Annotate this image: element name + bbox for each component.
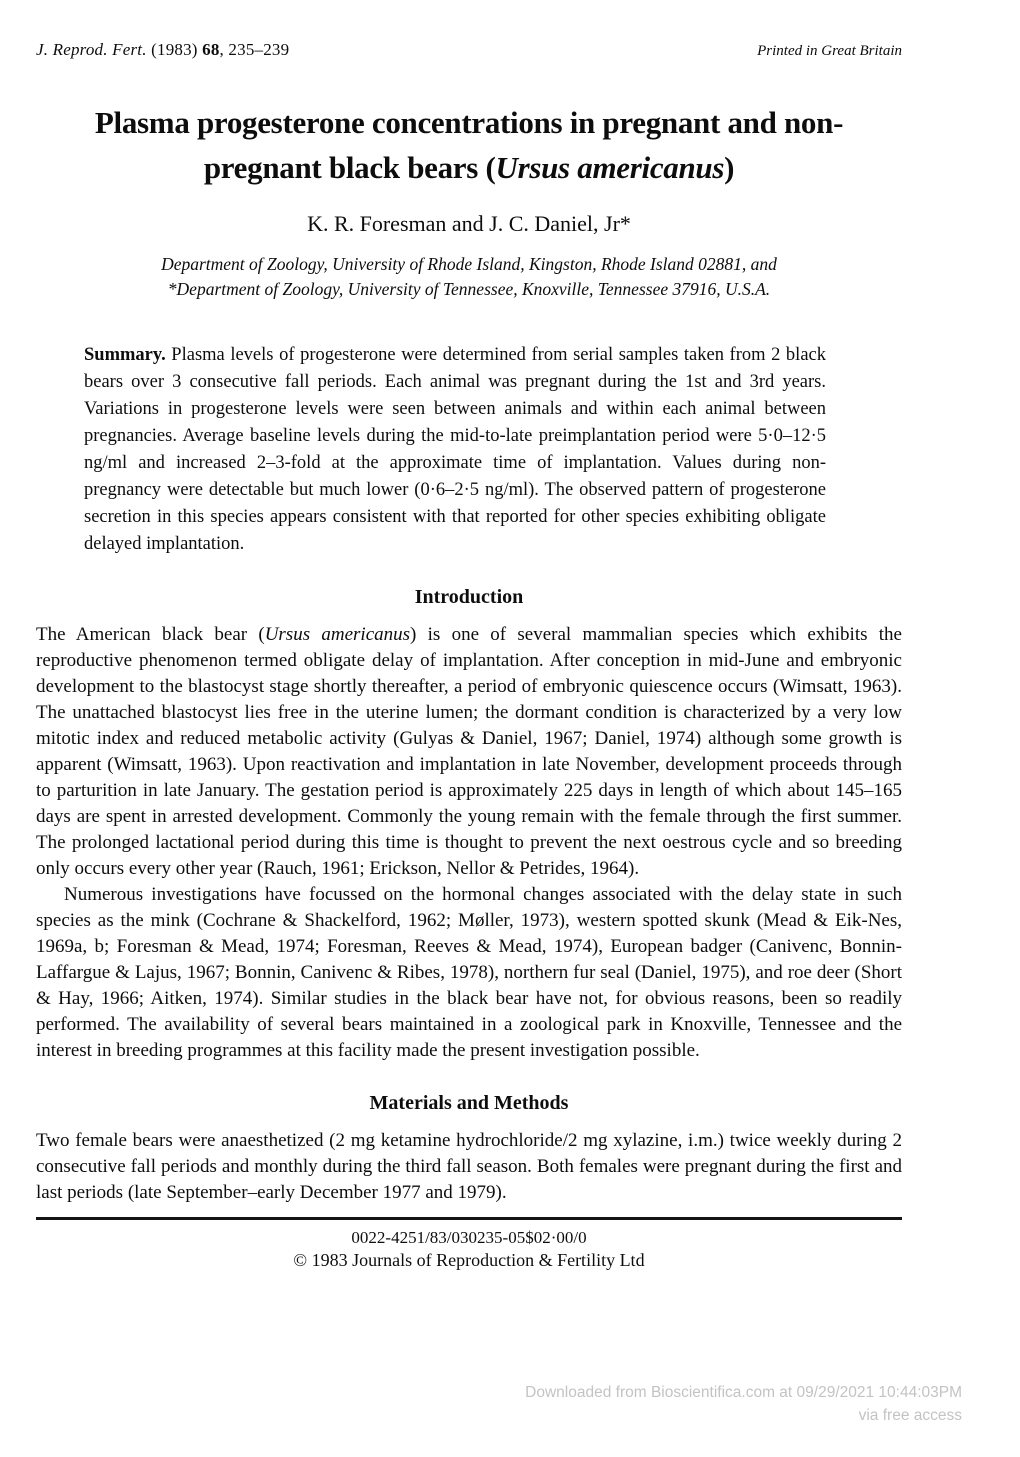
journal-name: J. Reprod. Fert. (36, 40, 147, 59)
affiliation-line-2: *Department of Zoology, University of Tennessee, Knoxville, Tennessee 37916, U.S.A. (167, 279, 771, 299)
summary-label: Summary. (84, 345, 166, 365)
title-line-2-pre: pregnant black bears ( (203, 150, 496, 185)
printed-in-note: Printed in Great Britain (757, 43, 902, 59)
section-heading-introduction: Introduction (414, 586, 524, 608)
intro-p1-post: ) is one of several mammalian species which exhibits the reproductive phenomenon termed obligate delay of implantation. After conception in mid-June and embryonic development to the blastocyst stage shortly thereafter, a period of embryonic quiescence occurs (Wimsatt, 1963). The unattached blastocyst lies free in the uterine lumen; the dormant condition is characterized by a very low mitotic index and reduced metabolic activity (Gulyas & Daniel, 1967; Daniel, 1974) although some growth is apparent (Wimsatt, 1963). Upon reactivation and implantation in late November, development proceeds through to parturition in late January. The gestation period is approximately 225 days in length of which about 145–165 days are spent in arrested development. Commonly the young remain with the female through the first summer. The prolonged lactational period during this time is thought to prevent the next oestrous cycle and so breeding only occurs every other year (Rauch, 1961; Erickson, Nellor & Petrides, 1964). (36, 624, 902, 879)
authors-line: K. R. Foresman and J. C. Daniel, Jr* (307, 211, 631, 236)
methods-paragraph: Two female bears were anaesthetized (2 mg ketamine hydrochloride/2 mg xylazine, i.m.) twice weekly during 2 consecutive fall periods and monthly during the third fall season. Both females were pregnant during the first and last periods (late September–early December 1977 and 1979). (36, 1130, 902, 1203)
download-watermark (525, 1381, 962, 1427)
paper-title (36, 100, 902, 190)
title-line-2-post: ) (724, 150, 735, 185)
introduction-paragraph-2: Numerous investigations have focussed on the hormonal changes associated with the delay state in such species as the mink (Cochrane & Shackelford, 1962; Møller, 1973), western spotted skunk (Mead & Eik-Nes, 1969a, b; Foresman & Mead, 1974; Foresman, Reeves & Mead, 1974), European badger (Canivenc, Bonnin-Laffargue & Lajus, 1967; Bonnin, Canivenc & Ribes, 1978), northern fur seal (Daniel, 1975), and roe deer (Short & Hay, 1966; Aitken, 1974). Similar studies in the black bear have not, for obvious reasons, been so readily performed. The availability of several bears maintained in a zoological park in Knoxville, Tennessee and the interest in breeding programmes at this facility made the present investigation possible. (36, 884, 902, 1061)
introduction-paragraph-1 (36, 622, 902, 882)
summary-text: Plasma levels of progesterone were determined from serial samples taken from 2 black bears over 3 consecutive fall periods. Each animal was pregnant during the 1st and 3rd years. Variations in progesterone levels were seen between animals and within each animal between pregnancies. Average baseline levels during the mid-to-late preimplantation period were 5·0–12·5 ng/ml and increased 2–3-fold at the approximate time of implantation. Values during non-pregnancy were detectable but much lower (0·6–2·5 ng/ml). The observed pattern of progesterone secretion in this species appears consistent with that reported for other species exhibiting obligate delayed implantation. (84, 345, 826, 554)
affiliation-line-1: Department of Zoology, University of Rhode Island, Kingston, Rhode Island 02881, and (161, 254, 777, 274)
summary-paragraph (84, 342, 826, 558)
title-line-2 (204, 150, 734, 185)
download-watermark-line-2: via free access (858, 1407, 962, 1424)
journal-reference (36, 40, 289, 60)
download-watermark-line-1: Downloaded from Bioscientifica.com at 09/29/2021 10:44:03PM (525, 1384, 962, 1401)
species-name: Ursus americanus (495, 150, 725, 185)
intro-p1-pre: The American black bear ( (36, 624, 265, 645)
journal-volume: 68 (202, 40, 220, 59)
section-heading-methods: Materials and Methods (369, 1092, 569, 1114)
affiliations (36, 252, 902, 302)
species-name: Ursus americanus (264, 624, 411, 645)
page-header (36, 40, 902, 60)
issn-line: 0022-4251/83/030235-05$02·00/0 (351, 1228, 587, 1247)
copyright-line: © 1983 Journals of Reproduction & Fertility Ltd (293, 1250, 645, 1270)
footer-divider-rule (36, 1217, 902, 1220)
journal-year: (1983) (146, 40, 203, 59)
title-line-1: Plasma progesterone concentrations in pregnant and non- (94, 105, 844, 140)
journal-pages: , 235–239 (219, 40, 290, 59)
